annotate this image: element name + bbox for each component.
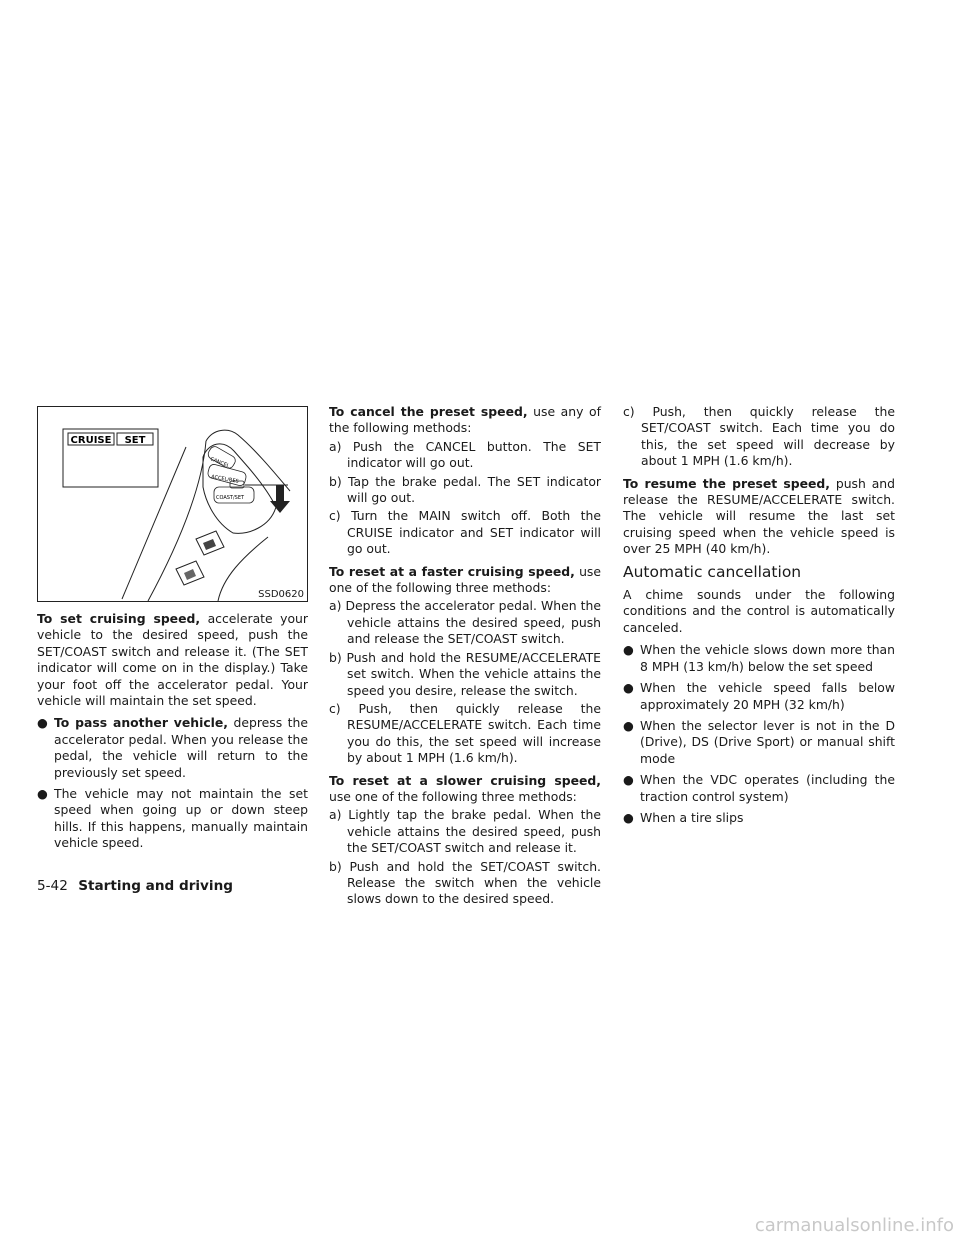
section-heading: Automatic cancellation bbox=[623, 562, 802, 581]
slower-item-c: c) Push, then quickly release the SET/COAST switch. Each time you do this, the set speed will decrease by about 1 MPH (1.6 km/h). bbox=[623, 404, 895, 469]
auto-cancel-bullet bbox=[623, 680, 895, 713]
watermark: carmanualsonline.info bbox=[754, 1215, 954, 1236]
column-2 bbox=[329, 404, 601, 910]
bullet-icon: ● bbox=[37, 715, 48, 731]
bullet-icon: ● bbox=[623, 680, 634, 696]
faster-item-a: a) Depress the accelerator pedal. When the vehicle attains the desired speed, push and release the SET/COAST switch. bbox=[329, 598, 601, 647]
auto-cancel-bullet bbox=[623, 718, 895, 767]
page-footer bbox=[37, 878, 233, 894]
accel-res-switch-label: ACCEL/RES bbox=[210, 474, 240, 485]
resume-text: push and release the RESUME/ACCELERATE switch. The vehicle will resume the last set cruising speed when the vehicle speed is over 25 MPH (40 km/h). bbox=[623, 475, 896, 557]
slower-item-a: a) Lightly tap the brake pedal. When the vehicle attains the desired speed, push the SET/COAST switch and release it. bbox=[329, 807, 601, 856]
figure-label: SSD0620 bbox=[258, 589, 304, 600]
auto-cancel-text: When the vehicle slows down more than 8 MPH (13 km/h) below the set speed bbox=[640, 642, 895, 674]
cruise-control-illustration bbox=[37, 406, 308, 602]
bullet-icon: ● bbox=[623, 717, 634, 733]
column-3 bbox=[623, 404, 895, 831]
bullet-steep-hills bbox=[37, 786, 308, 852]
bullet-icon: ● bbox=[623, 772, 634, 788]
down-arrow-icon bbox=[270, 485, 290, 513]
cancel-item-b: b) Tap the brake pedal. The SET indicator will go out. bbox=[329, 473, 601, 506]
coast-set-switch-label: COAST/SET bbox=[216, 495, 245, 501]
faster-heading: To reset at a faster cruising speed, bbox=[329, 563, 575, 579]
cancel-item-c: c) Turn the MAIN switch off. Both the CRUISE indicator and SET indicator will go out. bbox=[329, 508, 601, 557]
auto-cancel-text: When the vehicle speed falls below approximately 20 MPH (32 km/h) bbox=[640, 680, 895, 712]
column-1 bbox=[37, 611, 308, 857]
auto-cancel-bullet bbox=[623, 772, 895, 805]
cruise-indicator-text: CRUISE bbox=[70, 435, 112, 446]
pass-vehicle-text: depress the accelerator pedal. When you release the pedal, the vehicle will return to the previously set speed. bbox=[54, 715, 309, 780]
section-title: Starting and driving bbox=[78, 878, 233, 894]
set-indicator-text: SET bbox=[124, 435, 146, 446]
steering-switch-drawing bbox=[38, 407, 307, 601]
faster-item-b: b) Push and hold the RESUME/ACCELERATE set switch. When the vehicle attains the speed you desire, release the switch. bbox=[329, 649, 601, 698]
set-speed-heading: To set cruising speed, bbox=[37, 611, 201, 626]
bullet-icon: ● bbox=[623, 809, 634, 825]
bullet-icon: ● bbox=[37, 786, 48, 802]
faster-item-c: c) Push, then quickly release the RESUME/ACCELERATE switch. Each time you do this, the set speed will increase by about 1 MPH (1.6 km/h). bbox=[329, 700, 601, 766]
steep-hills-text: The vehicle may not maintain the set speed when going up or down steep hills. If this happens, manually maintain vehicle speed. bbox=[54, 786, 308, 851]
auto-cancel-bullet bbox=[623, 810, 895, 826]
cancel-paragraph bbox=[329, 404, 601, 437]
resume-heading: To resume the preset speed, bbox=[623, 475, 831, 491]
set-speed-paragraph bbox=[37, 611, 308, 709]
bullet-pass-vehicle bbox=[37, 715, 308, 781]
cancel-text: use any of the following methods: bbox=[329, 404, 601, 436]
cancel-switch-label: CANCEL bbox=[209, 456, 231, 470]
faster-paragraph bbox=[329, 564, 601, 597]
set-speed-text: accelerate your vehicle to the desired speed, push the SET/COAST switch and release it. (The SET indicator will come on in the display.) Take your foot off the accelerator pedal. Your vehicle will maintain the set speed. bbox=[37, 611, 308, 709]
slower-item-b: b) Push and hold the SET/COAST switch. Release the switch when the vehicle slows down to the desired speed. bbox=[329, 858, 601, 907]
auto-cancel-text: When a tire slips bbox=[640, 809, 744, 825]
pass-vehicle-heading: To pass another vehicle, bbox=[54, 715, 229, 731]
auto-cancel-intro: A chime sounds under the following conditions and the control is automatically canceled. bbox=[623, 587, 895, 635]
resume-paragraph bbox=[623, 476, 895, 558]
auto-cancel-bullet bbox=[623, 642, 895, 675]
auto-cancel-text: When the selector lever is not in the D (Drive), DS (Drive Sport) or manual shift mode bbox=[640, 717, 895, 766]
cancel-heading: To cancel the preset speed, bbox=[329, 404, 528, 419]
faster-text: use one of the following three methods: bbox=[329, 563, 602, 596]
slower-paragraph bbox=[329, 773, 601, 806]
slower-text: use one of the following three methods: bbox=[329, 788, 577, 804]
auto-cancel-text: When the VDC operates (including the traction control system) bbox=[640, 772, 895, 804]
slower-heading: To reset at a slower cruising speed, bbox=[329, 772, 601, 788]
cancel-item-a: a) Push the CANCEL button. The SET indicator will go out. bbox=[329, 438, 601, 471]
bullet-icon: ● bbox=[623, 642, 634, 658]
page-number: 5-42 bbox=[37, 878, 68, 894]
